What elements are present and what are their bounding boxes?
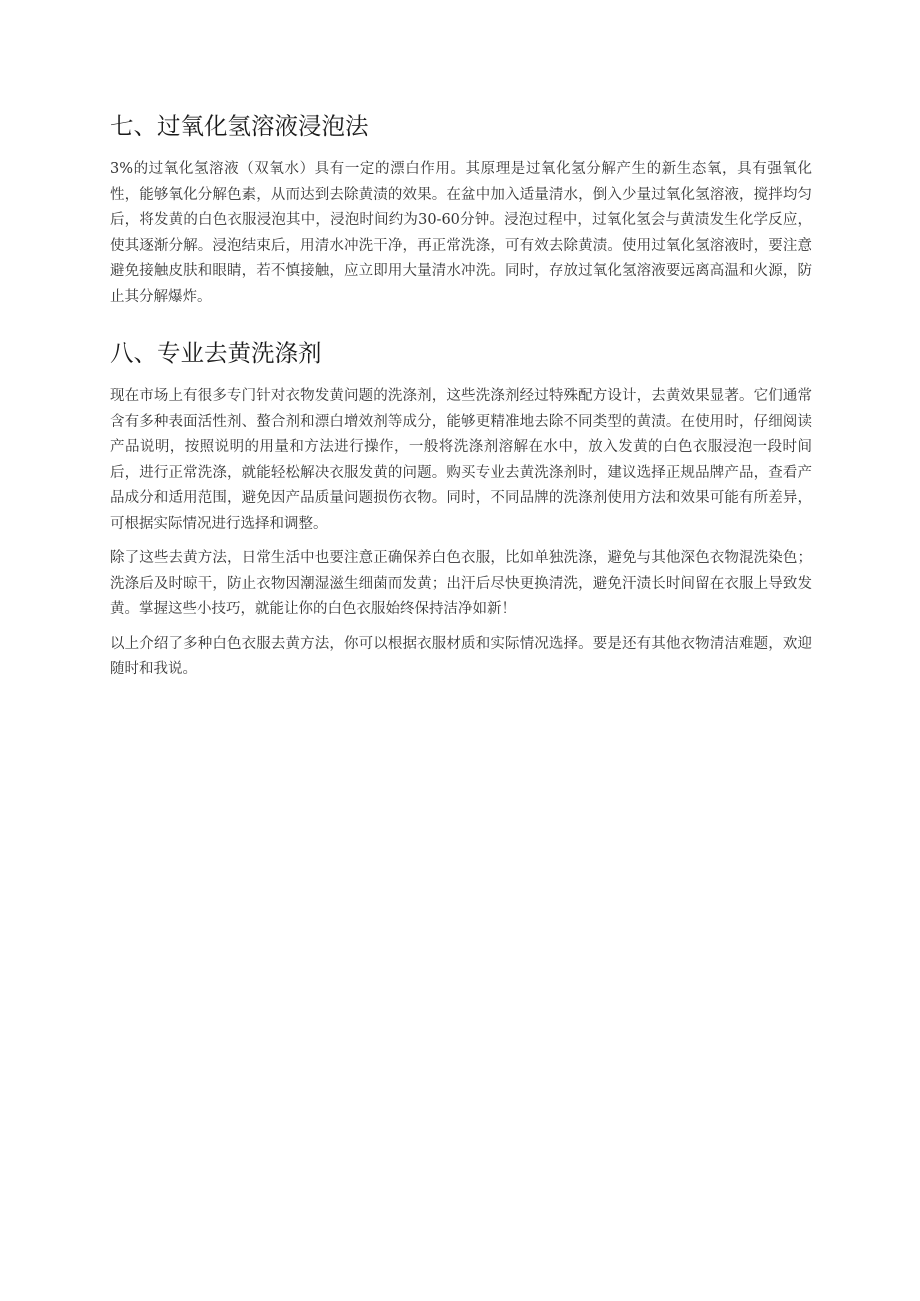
section-heading: 八、专业去黄洗涤剂 [110, 339, 322, 367]
document-body [110, 108, 812, 692]
section-professional-detergent [110, 335, 812, 683]
section-hydrogen-peroxide [110, 108, 812, 310]
paragraph: 以上介绍了多种白色衣服去黄方法，你可以根据衣服材质和实际情况选择。要是还有其他衣物清洁难题，欢迎随时和我说。 [110, 635, 812, 677]
paragraph: 3%的过氧化氢溶液（双氧水）具有一定的漂白作用。其原理是过氧化氢分解产生的新生态氧，具有强氧化性，能够氧化分解色素，从而达到去除黄渍的效果。在盆中加入适量清水，倒入少量过氧化氢溶液，搅拌均匀后，将发黄的白色衣服浸泡其中，浸泡时间约为30-60分钟。浸泡过程中，过氧化氢会与黄渍发生化学反应，使其逐渐分解。浸泡结束后，用清水冲洗干净，再正常洗涤，可有效去除黄渍。使用过氧化氢溶液时，要注意避免接触皮肤和眼睛，若不慎接触，应立即用大量清水冲洗。同时，存放过氧化氢溶液要远离高温和火源，防止其分解爆炸。 [110, 161, 812, 305]
paragraph: 现在市场上有很多专门针对衣物发黄问题的洗涤剂，这些洗涤剂经过特殊配方设计，去黄效果显著。它们通常含有多种表面活性剂、螯合剂和漂白增效剂等成分，能够更精准地去除不同类型的黄渍。在使用时，仔细阅读产品说明，按照说明的用量和方法进行操作，一般将洗涤剂溶解在水中，放入发黄的白色衣服浸泡一段时间后，进行正常洗涤，就能轻松解决衣服发黄的问题。购买专业去黄洗涤剂时，建议选择正规品牌产品，查看产品成分和适用范围，避免因产品质量问题损伤衣物。同时，不同品牌的洗涤剂使用方法和效果可能有所差异，可根据实际情况进行选择和调整。 [110, 388, 812, 532]
paragraph: 除了这些去黄方法，日常生活中也要注意正确保养白色衣服，比如单独洗涤，避免与其他深色衣物混洗染色；洗涤后及时晾干，防止衣物因潮湿滋生细菌而发黄；出汗后尽快更换清洗，避免汗渍长时间留在衣服上导致发黄。掌握这些小技巧，就能让你的白色衣服始终保持洁净如新！ [110, 550, 812, 617]
section-heading: 七、过氧化氢溶液浸泡法 [110, 112, 369, 140]
